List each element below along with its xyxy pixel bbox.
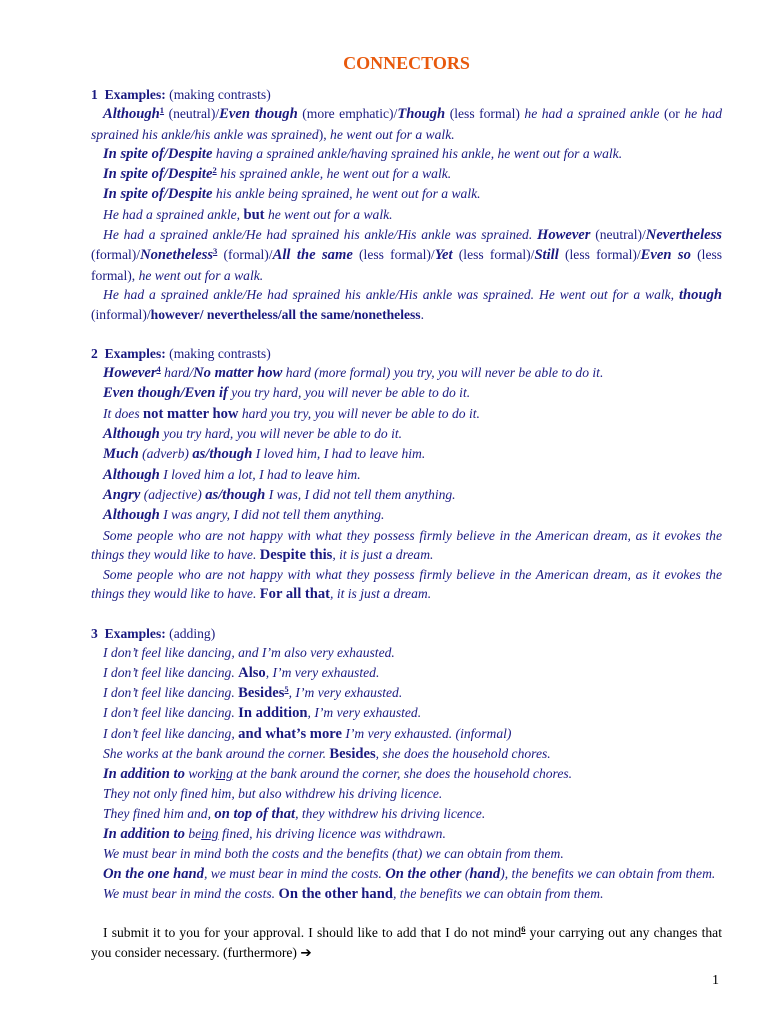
example-text: , I’m very exhausted. (265, 664, 380, 680)
note-text: (formal)/ (223, 247, 273, 263)
example-text: you try hard, you will never be able to do it. (231, 385, 471, 401)
underlined-suffix: ing (201, 825, 219, 841)
example-line (91, 164, 722, 184)
section-note: (making contrasts) (169, 87, 271, 102)
example-paragraph (91, 565, 722, 605)
footnote-ref[interactable]: 2 (212, 165, 217, 176)
connector: Still (534, 247, 559, 264)
example-text: he went out for a walk. (267, 206, 393, 222)
example-text: at the bank around the corner, she does the household chores. (236, 766, 573, 782)
example-text: his ankle being sprained, he went out for a walk. (215, 186, 481, 202)
example-line (91, 764, 722, 784)
connector: Angry (103, 486, 141, 503)
connector: In addition to (103, 766, 185, 783)
note-text: (less formal)/ (359, 247, 435, 263)
connector: On the other hand (278, 885, 393, 902)
page-number: 1 (712, 973, 719, 988)
example-line (91, 363, 722, 383)
footnote-ref[interactable]: 4 (156, 364, 161, 375)
document-page (91, 50, 722, 962)
connector: Even though/Even if (103, 385, 228, 402)
section-number: 1 (91, 87, 98, 102)
footnote-ref[interactable]: 5 (284, 683, 289, 694)
connector: Although (103, 106, 160, 123)
connector: though (679, 286, 722, 303)
connector: Though (397, 106, 446, 123)
note-text: (less formal)/ (565, 247, 641, 263)
section-note: (making contrasts) (169, 345, 271, 361)
connector: Besides (329, 745, 376, 762)
example-text: having a sprained ankle/having sprained his ankle, he went out for a walk. (215, 145, 623, 161)
example-text: fined, his driving licence was withdrawn. (221, 825, 446, 841)
connector: hand (469, 865, 501, 882)
example-text: be (188, 825, 202, 841)
note-text: (adverb) (142, 446, 189, 462)
connector: but (243, 206, 265, 223)
example-text: , it is just a dream. (330, 586, 432, 602)
example-text: I was angry, I did not tell them anything. (163, 507, 385, 523)
connector: Even though (219, 106, 298, 123)
connector: In addition to (103, 825, 185, 842)
example-text: , it is just a dream. (332, 546, 434, 562)
example-line (91, 804, 722, 824)
example-text: I loved him a lot, I had to leave him. (163, 466, 361, 482)
example-text: he had sprained his ankle/his ankle was sprained (91, 106, 723, 142)
connector: Yet (434, 247, 453, 264)
closing-text: your carrying out any changes that you consider necessary. (furthermore) (91, 925, 722, 960)
example-line (91, 144, 722, 164)
section-1-heading (91, 85, 722, 104)
example-text: ), the benefits we can obtain from them. (500, 865, 716, 881)
example-line (91, 744, 722, 764)
connector: For all that (259, 586, 331, 603)
example-text: he went out for a walk. (330, 126, 455, 142)
section-2-heading (91, 344, 722, 363)
connector: In spite of/Despite (103, 186, 213, 203)
connector: on top of that (214, 805, 296, 822)
page-title: CONNECTORS (343, 53, 470, 73)
footnote-ref[interactable]: 1 (159, 105, 165, 116)
arrow-right-icon: ➔ (300, 944, 312, 960)
example-text: We must bear in mind the costs. (103, 885, 276, 901)
example-text: he went out for a walk. (138, 267, 264, 283)
example-paragraph (91, 285, 722, 325)
connector: Although (103, 466, 160, 483)
example-text: I loved him, I had to leave him. (255, 446, 426, 462)
connector: as/though (205, 486, 266, 503)
connector: Nonetheless (140, 247, 214, 264)
connector: In addition (238, 705, 308, 722)
connector: In spite of/Despite (103, 145, 213, 162)
connector: Even so (640, 247, 691, 264)
note-text: (less formal)/ (458, 247, 535, 263)
example-text: his sprained ankle, he went out for a walk. (220, 166, 452, 182)
note-text: (adjective) (143, 486, 202, 502)
connector: However (536, 227, 591, 244)
connector: not matter how (143, 405, 239, 422)
example-text: She works at the bank around the corner. (103, 745, 327, 761)
connector: On the other (385, 865, 462, 882)
footnote-ref[interactable]: 6 (521, 924, 526, 935)
closing-text: I submit it to you for your approval. I should like to add that I do not mind (103, 925, 522, 941)
section-label: Examples: (104, 345, 166, 361)
note-text: ), (318, 126, 327, 142)
note-text: (informal)/ (91, 307, 151, 323)
connector: Although (103, 507, 160, 524)
note-text: (less formal), (91, 247, 723, 283)
connector: No matter how (193, 365, 283, 382)
example-text: hard you try, you will never be able to do it. (241, 405, 480, 421)
note-text: (neutral)/ (595, 227, 646, 243)
example-line (91, 784, 722, 803)
example-line (91, 683, 722, 703)
example-text: he had a sprained ankle (524, 106, 660, 122)
connector: Much (103, 446, 139, 463)
example-text: Some people who are not happy with what they possess firmly believe in the American dream, as it evokes the things they would like to have. (91, 567, 722, 602)
example-paragraph (91, 104, 722, 144)
note-text: (more emphatic)/ (302, 106, 398, 122)
example-line (91, 844, 722, 863)
example-text: Some people who are not happy with what they possess firmly believe in the American dream, as it evokes the things they would like to have. (91, 527, 722, 562)
connector: Although (103, 426, 160, 443)
example-text: hard/ (164, 365, 194, 381)
example-line (91, 884, 722, 904)
example-text: , I’m very exhausted. (307, 705, 422, 721)
connector: Despite this (259, 546, 333, 563)
connector: In spite of/Despite (103, 166, 213, 183)
note-text: (less formal) (449, 106, 520, 122)
section-label: Examples: (104, 626, 166, 642)
example-line (91, 205, 722, 225)
connector: and what’s more (238, 725, 342, 742)
note-text: . (420, 307, 424, 323)
example-text: , they withdrew his driving licence. (295, 805, 486, 821)
note-text: (formal)/ (91, 247, 141, 263)
section-number: 2 (91, 345, 98, 361)
connector: Besides (238, 684, 285, 701)
section-note: (adding) (169, 626, 216, 642)
connector: Nevertheless (645, 227, 722, 244)
example-line (91, 404, 722, 424)
example-text: We must bear in mind both the costs and the benefits (that) we can obtain from them. (103, 846, 564, 862)
example-text: , she does the household chores. (375, 745, 551, 761)
example-text: hard (more formal) you try, you will never be able to do it. (285, 365, 604, 381)
example-text: They not only fined him, but also withdrew his driving licence. (103, 786, 443, 802)
example-line (91, 505, 722, 525)
connector: however/ nevertheless/all the same/nonetheless (150, 307, 421, 323)
note-text: (or (663, 106, 680, 122)
closing-paragraph (91, 923, 722, 962)
example-line (91, 485, 722, 505)
example-text: I don’t feel like dancing, and I’m also very exhausted. (103, 645, 395, 661)
example-line (91, 383, 722, 403)
example-line (91, 724, 722, 744)
section-3-heading (91, 624, 722, 643)
connector: On the one hand (103, 865, 204, 882)
example-text: you try hard, you will never be able to do it. (163, 426, 403, 442)
example-line (91, 824, 722, 844)
example-text: I’m very exhausted. (informal) (345, 725, 512, 741)
example-text: He had a sprained ankle/He had sprained his ankle/His ankle was sprained. He went out for a walk, (103, 286, 675, 302)
example-text: He had a sprained ankle/He had sprained his ankle/His ankle was sprained. (103, 227, 533, 243)
example-line (91, 424, 722, 444)
example-line (91, 444, 722, 464)
connector: as/though (192, 446, 253, 463)
example-text: work (188, 766, 216, 782)
example-text: ( (464, 865, 470, 881)
example-text: I don’t feel like dancing. (103, 664, 235, 680)
example-text: I don’t feel like dancing. (103, 705, 235, 721)
connector: Also (238, 664, 266, 681)
example-text: He had a sprained ankle, (103, 206, 241, 222)
example-line (91, 465, 722, 485)
section-label: Examples: (104, 87, 166, 102)
example-paragraph (91, 225, 722, 285)
example-text: It does (103, 405, 140, 421)
example-line (91, 703, 722, 723)
example-paragraph (91, 526, 722, 566)
example-line (91, 184, 722, 204)
example-paragraph (91, 864, 722, 884)
section-number: 3 (91, 626, 98, 642)
example-text: I was, I did not tell them anything. (268, 486, 456, 502)
connector: All the same (272, 247, 353, 264)
example-text: , we must bear in mind the costs. (203, 865, 382, 881)
example-text: They fined him and, (103, 805, 211, 821)
connector: However (103, 365, 157, 382)
example-text: , the benefits we can obtain from them. (392, 885, 604, 901)
footnote-ref[interactable]: 3 (213, 246, 218, 257)
example-text: , I’m very exhausted. (288, 684, 403, 700)
note-text: (neutral)/ (168, 106, 220, 122)
example-text: I don’t feel like dancing. (103, 684, 235, 700)
example-line (91, 643, 722, 662)
underlined-suffix: ing (215, 766, 233, 782)
example-text: I don’t feel like dancing, (103, 725, 235, 741)
example-line (91, 663, 722, 683)
